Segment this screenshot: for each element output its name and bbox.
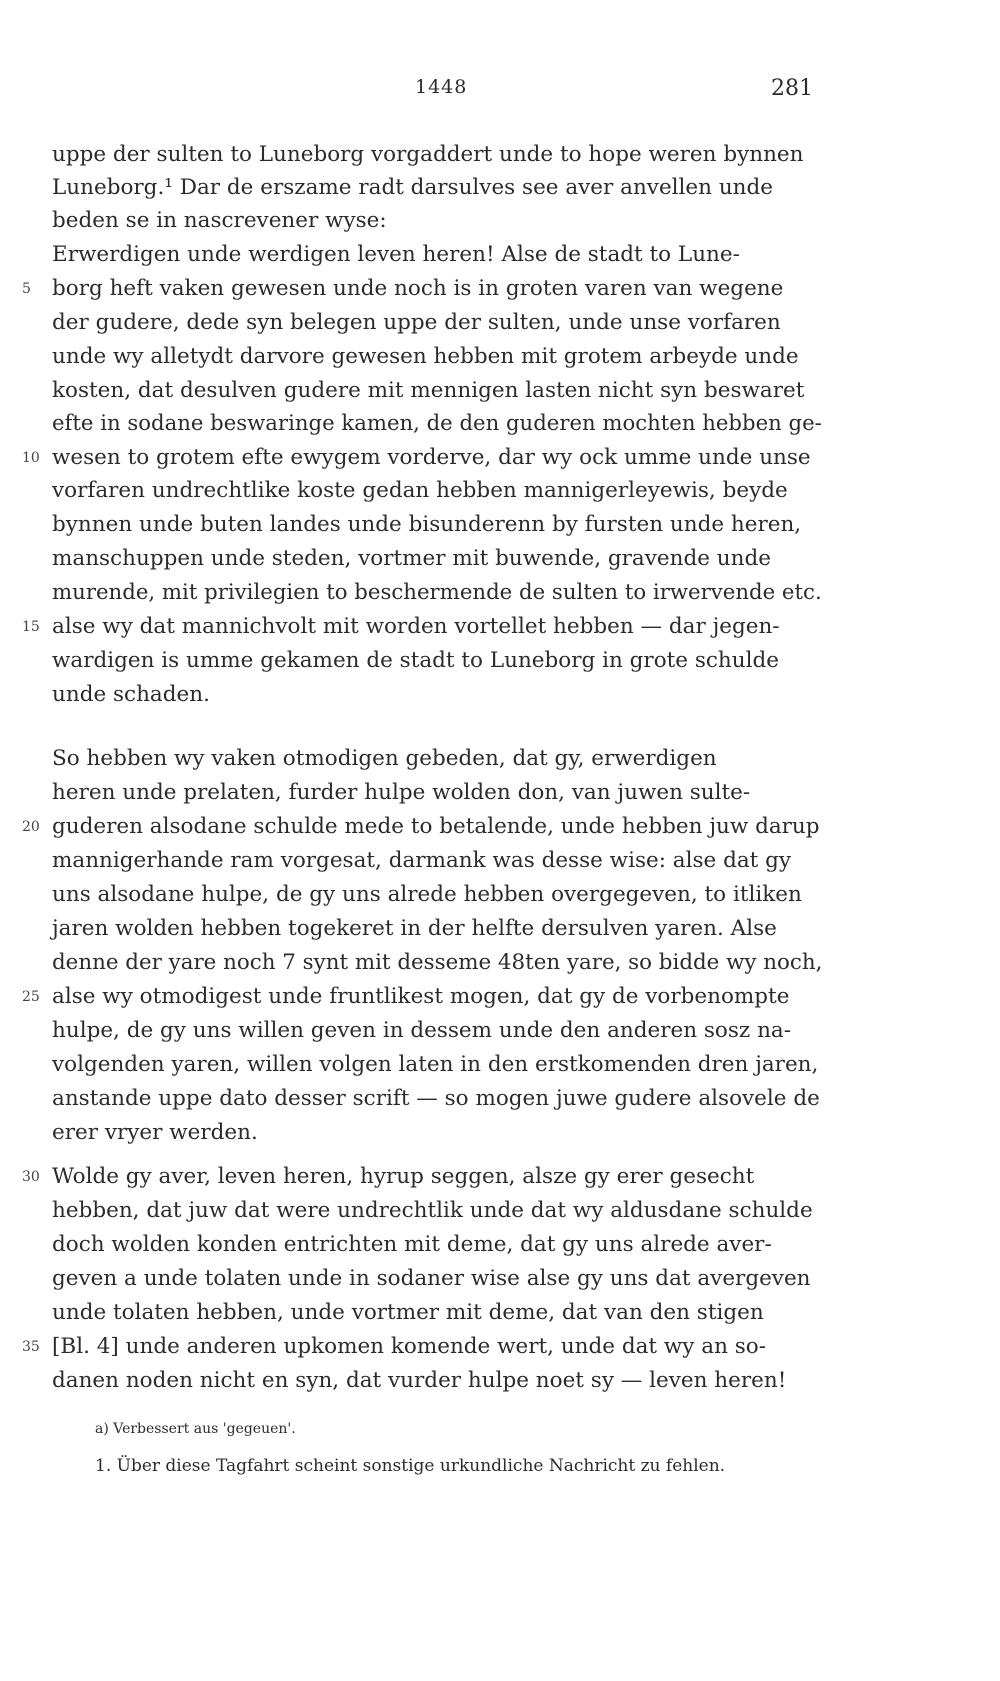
line-number: 35 [22,1339,40,1355]
header-year: 1448 [415,76,468,98]
text-line: hebben, dat juw dat were undrechtlik unde dat wy aldusdane schulde [52,1198,813,1223]
text-line: vorfaren undrechtlike koste gedan hebben mannigerleyewis, beyde [52,478,788,503]
line-number: 5 [22,281,31,297]
text-line: kosten, dat desulven gudere mit mennigen lasten nicht syn beswaret [52,378,805,403]
text-line: erer vryer werden. [52,1120,258,1145]
text-line: unde schaden. [52,682,210,707]
text-line: der gudere, dede syn belegen uppe der sulten, unde unse vorfaren [52,310,781,335]
text-line: volgenden yaren, willen volgen laten in den erstkomenden dren jaren, [52,1052,819,1077]
footnote-a: a) Verbessert aus 'gegeuen'. [95,1421,296,1437]
text-line: heren unde prelaten, furder hulpe wolden don, van juwen sulte- [52,780,751,805]
text-line: Erwerdigen unde werdigen leven heren! Alse de stadt to Lune- [52,242,740,267]
text-line: uns alsodane hulpe, de gy uns alrede hebben overgegeven, to itliken [52,882,802,907]
text-line: hulpe, de gy uns willen geven in dessem unde den anderen sosz na- [52,1018,791,1043]
text-line: murende, mit privilegien to beschermende de sulten to irwervende etc. [52,580,822,605]
text-line: doch wolden konden entrichten mit deme, dat gy uns alrede aver- [52,1232,772,1257]
text-line: borg heft vaken gewesen unde noch is in groten varen van wegene [52,276,784,301]
text-line: efte in sodane beswaringe kamen, de den guderen mochten hebben ge- [52,411,822,436]
line-number: 30 [22,1169,40,1185]
text-line: So hebben wy vaken otmodigen gebeden, dat gy, erwerdigen [52,746,717,771]
footnote-1: 1. Über diese Tagfahrt scheint sonstige urkundliche Nachricht zu fehlen. [95,1456,726,1476]
line-number: 25 [22,989,40,1005]
line-number: 20 [22,819,40,835]
text-line: unde tolaten hebben, unde vortmer mit deme, dat van den stigen [52,1300,764,1325]
text-line: anstande uppe dato desser scrift — so mogen juwe gudere alsovele de [52,1086,820,1111]
text-line: bynnen unde buten landes unde bisunderenn by fursten unde heren, [52,512,802,537]
text-line: wesen to grotem efte ewygem vorderve, dar wy ock umme unde unse [52,445,811,470]
text-line: alse wy dat mannichvolt mit worden vortellet hebben — dar jegen- [52,614,780,639]
text-line: [Bl. 4] unde anderen upkomen komende wert, unde dat wy an so- [52,1334,767,1359]
text-line: wardigen is umme gekamen de stadt to Luneborg in grote schulde [52,648,779,673]
text-line: Wolde gy aver, leven heren, hyrup seggen, alsze gy erer gesecht [52,1164,755,1189]
text-line: Luneborg.¹ Dar de erszame radt darsulves see aver anvellen unde [52,175,774,200]
page-number: 281 [771,76,813,101]
text-line: unde wy alletydt darvore gewesen hebben mit grotem arbeyde unde [52,344,799,369]
text-line: denne der yare noch 7 synt mit dessеme 48ten yare, so bidde wy noch, [52,950,823,975]
text-line: guderen alsodane schulde mede to betalende, unde hebben juw darup [52,814,820,839]
text-line: danen noden nicht en syn, dat vurder hulpe noet sy — leven heren! [52,1368,787,1393]
text-line: manschuppen unde steden, vortmer mit buwende, gravende unde [52,546,771,571]
text-line: jaren wolden hebben togekeret in der helfte dersulven yaren. Alse [52,916,777,941]
page-header [0,76,1000,106]
text-line: beden se in nascrevener wyse: [52,208,387,233]
text-line: mannigerhande ram vorgesat, darmank was desse wise: alse dat gy [52,848,792,873]
line-number: 15 [22,619,40,635]
text-line: uppe der sulten to Luneborg vorgaddert unde to hope weren bynnen [52,142,804,167]
text-line: geven a unde tolaten unde in sodaner wise alse gy uns dat avergeven [52,1266,811,1291]
text-line: alse wy otmodigest unde fruntlikest mogen, dat gy de vorbenompte [52,984,790,1009]
line-number: 10 [22,450,40,466]
